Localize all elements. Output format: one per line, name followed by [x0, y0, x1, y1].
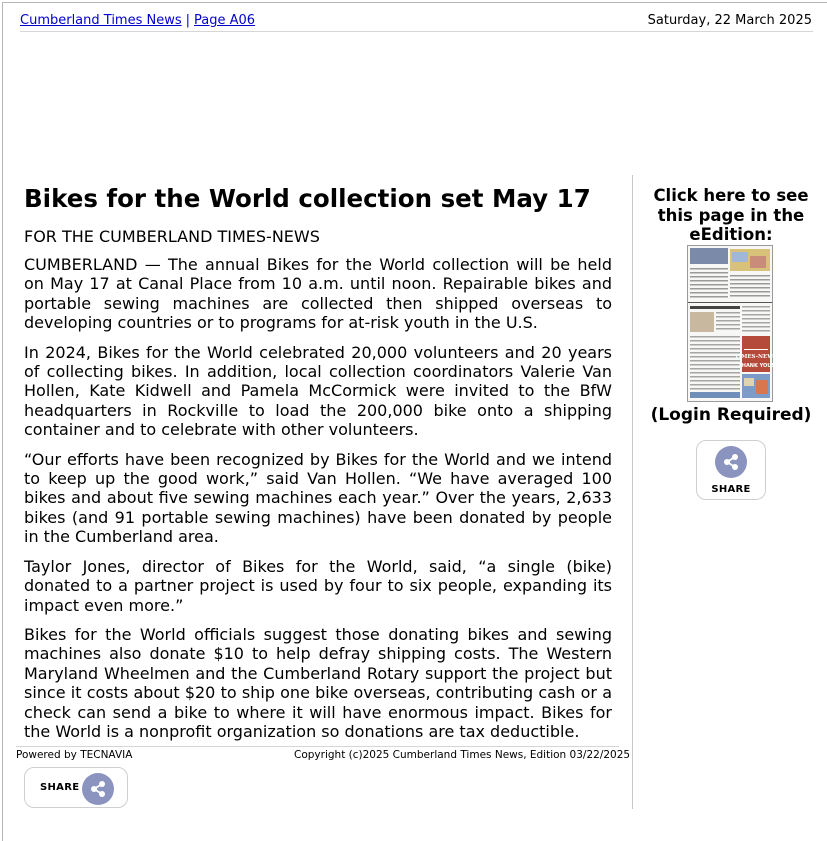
footer-divider	[16, 746, 619, 747]
top-bar	[20, 13, 813, 32]
article	[24, 184, 612, 751]
article-byline: FOR THE CUMBERLAND TIMES-NEWS	[24, 227, 320, 246]
share-icon	[715, 446, 747, 478]
issue-date: Saturday, 22 March 2025	[647, 13, 812, 28]
header-separator: |	[185, 13, 191, 28]
article-paragraph: In 2024, Bikes for the World celebrated 20,000 volunteers and 20 years of collecting bikes. In addition, local collection coordinators Valerie Van Hollen, Kate Kidwell and Pamela McCormick were invited to the BfW headquarters in Rockville to load the 200,000 bike onto a shipping container and to celebrate with other volunteers.	[24, 342, 612, 440]
login-required-note: (Login Required)	[650, 405, 812, 425]
share-icon	[82, 773, 114, 805]
article-paragraph: “Our efforts have been recognized by Bikes for the World and we intend to keep up the good work,” said Van Hollen. “We have averaged 100 bikes and about five sewing machines each year.” Over the years, 2,633 bikes (and 91 portable sewing machines) have been donated by people in the Cumberland area.	[24, 449, 612, 547]
newspaper-page-thumbnail-icon	[688, 246, 778, 401]
copyright-notice: Copyright (c)2025 Cumberland Times News, Edition 03/22/2025	[294, 749, 631, 761]
share-button-sidebar[interactable]	[696, 440, 766, 500]
article-paragraph: CUMBERLAND — The annual Bikes for the World collection will be held on May 17 at Canal Place from 10 a.m. until noon. Repairable bikes and portable sewing machines are collected then shipped overseas to developing countries or to programs for at-risk youth in the U.S.	[24, 255, 612, 333]
article-headline: Bikes for the World collection set May 17	[24, 184, 591, 213]
powered-by: Powered by TECNAVIA	[16, 749, 133, 761]
share-button-bottom[interactable]	[24, 767, 128, 808]
eedition-link[interactable]: Click here to see this page in the eEdition:	[653, 186, 809, 244]
share-label: SHARE	[711, 484, 751, 495]
publication-link[interactable]: Cumberland Times News	[20, 13, 182, 28]
eedition-page-thumbnail[interactable]	[687, 245, 778, 402]
share-label: SHARE	[40, 782, 80, 793]
article-paragraph: Taylor Jones, director of Bikes for the World, said, “a single (bike) donated to a partner project is used by four to six people, expanding its impact even more.”	[24, 556, 612, 615]
thumbnail-masthead: TIMES-NEWS	[734, 354, 778, 360]
article-paragraph: Bikes for the World officials suggest those donating bikes and sewing machines also donate $10 to help defray shipping costs. The Western Maryland Wheelmen and the Cumberland Rotary support the project but since it costs about $20 to ship one bike overseas, contributing cash or a check can send a bike to where it will have enormous impact. Bikes for the World is a nonprofit organization so donations are tax deductible.	[24, 624, 612, 741]
page-link[interactable]: Page A06	[194, 13, 256, 28]
sidebar-divider	[632, 175, 633, 809]
thumbnail-banner: THANK YOU!	[738, 363, 774, 369]
